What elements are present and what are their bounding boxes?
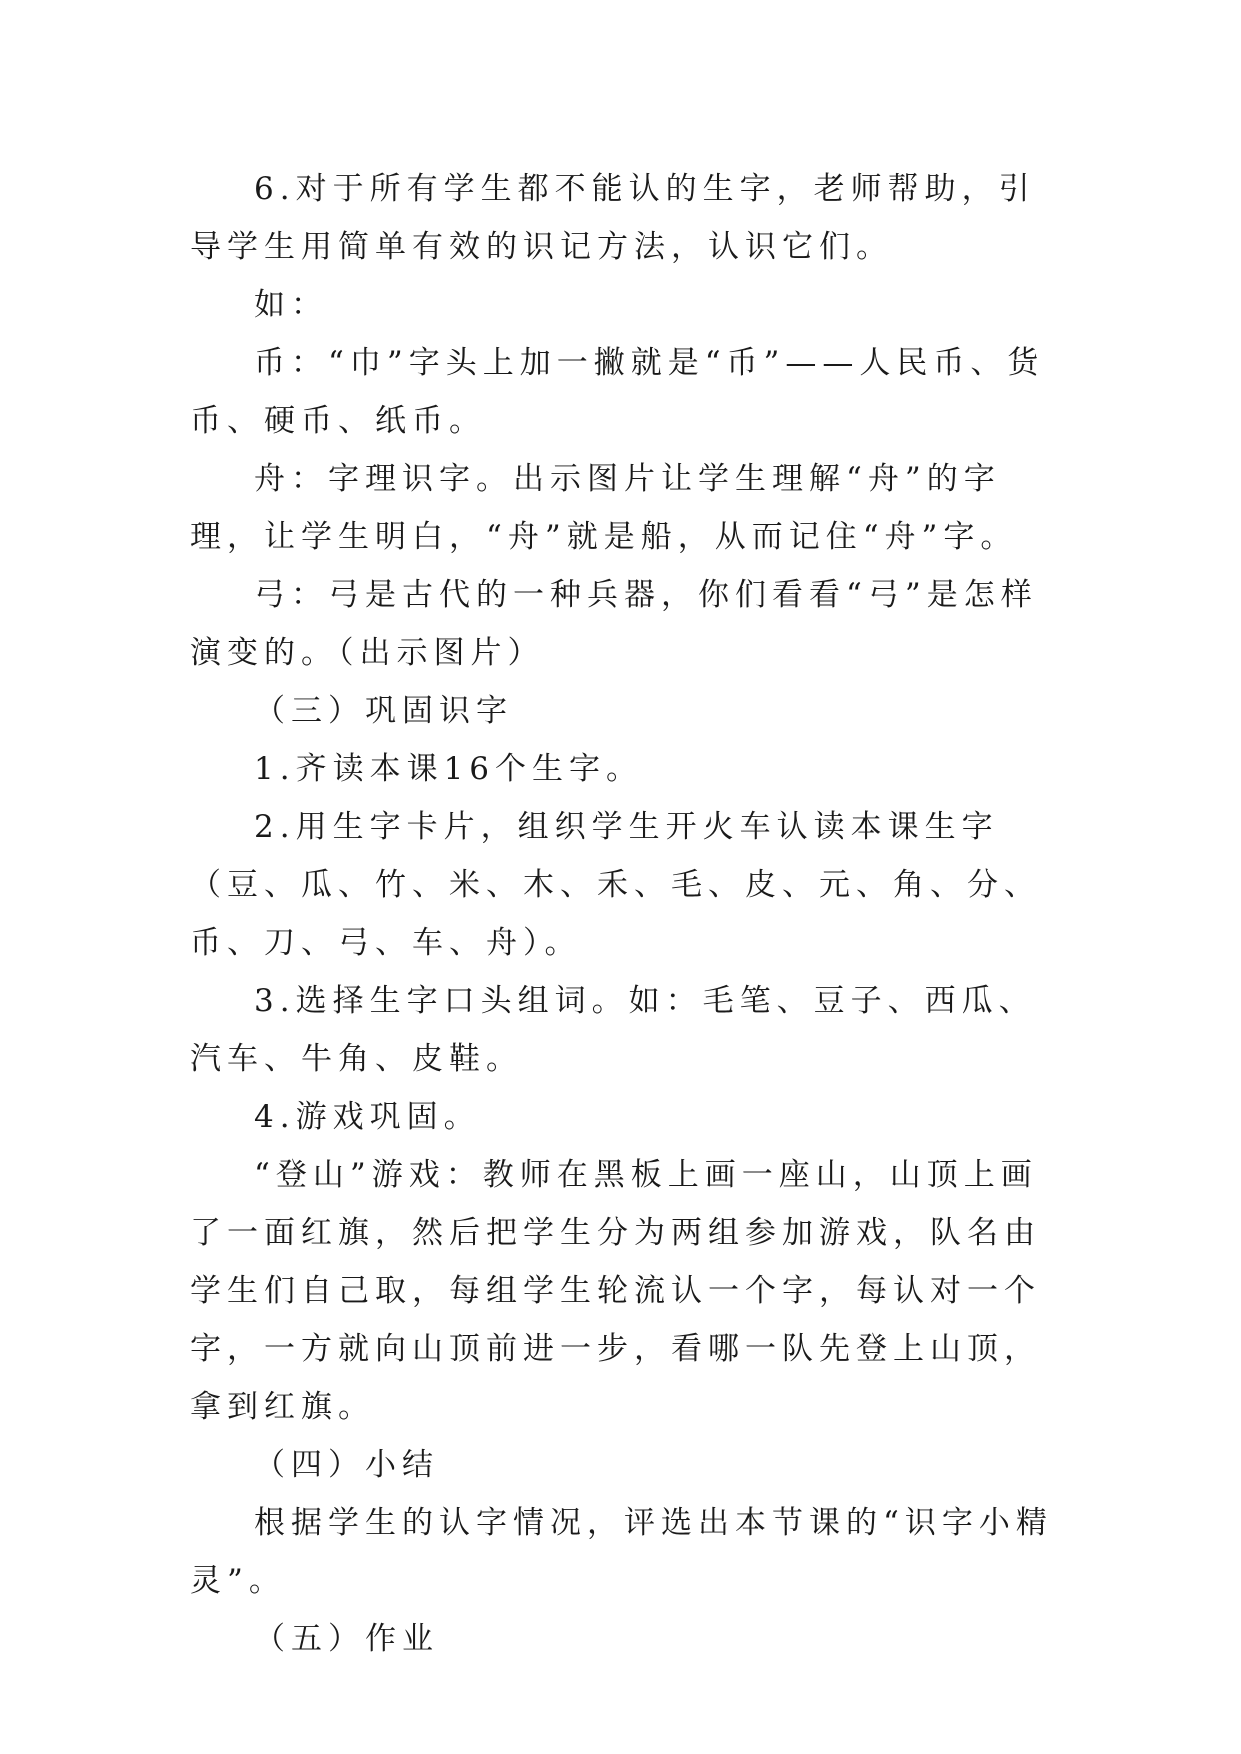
paragraph-char-gong: 弓：弓是古代的一种兵器，你们看看“弓”是怎样演变的。（出示图片）: [190, 577, 1038, 671]
paragraph-step-6: 6.对于所有学生都不能认的生字，老师帮助，引导学生用简单有效的识记方法，认识它们。: [190, 171, 1036, 265]
section-heading-homework: （五）作业: [254, 1621, 439, 1657]
paragraph-char-bi: 币：“巾”字头上加一撇就是“币”——人民币、货币、硬币、纸币。: [190, 345, 1045, 439]
paragraph-game-description: “登山”游戏：教师在黑板上画一座山，山顶上画了一面红旗，然后把学生分为两组参加游戏，队名由学生们自己取，每组学生轮流认一个字，每认对一个字，一方就向山顶前进一步，看哪一队先登上山顶，拿到红旗。: [190, 1157, 1041, 1425]
paragraph-char-zhou: 舟：字理识字。出示图片让学生理解“舟”的字理，让学生明白，“舟”就是船，从而记住“舟”字。: [190, 461, 1018, 555]
paragraph-summary: 根据学生的认字情况，评选出本节课的“识字小精灵”。: [190, 1505, 1053, 1599]
paragraph-step-2: 2.用生字卡片，组织学生开火车认读本课生字（豆、瓜、竹、米、木、禾、毛、皮、元、角、分、币、刀、弓、车、舟）。: [190, 809, 1041, 961]
paragraph-step-4: 4.游戏巩固。: [254, 1099, 481, 1135]
section-heading-consolidate: （三）巩固识字: [254, 693, 513, 729]
paragraph-step-3: 3.选择生字口头组词。如：毛笔、豆子、西瓜、汽车、牛角、皮鞋。: [190, 983, 1036, 1077]
section-heading-summary: （四）小结: [254, 1447, 439, 1483]
document-body: [190, 160, 1070, 1668]
paragraph-example-intro: 如：: [254, 287, 328, 323]
paragraph-step-1: 1.齐读本课16个生字。: [254, 751, 644, 787]
